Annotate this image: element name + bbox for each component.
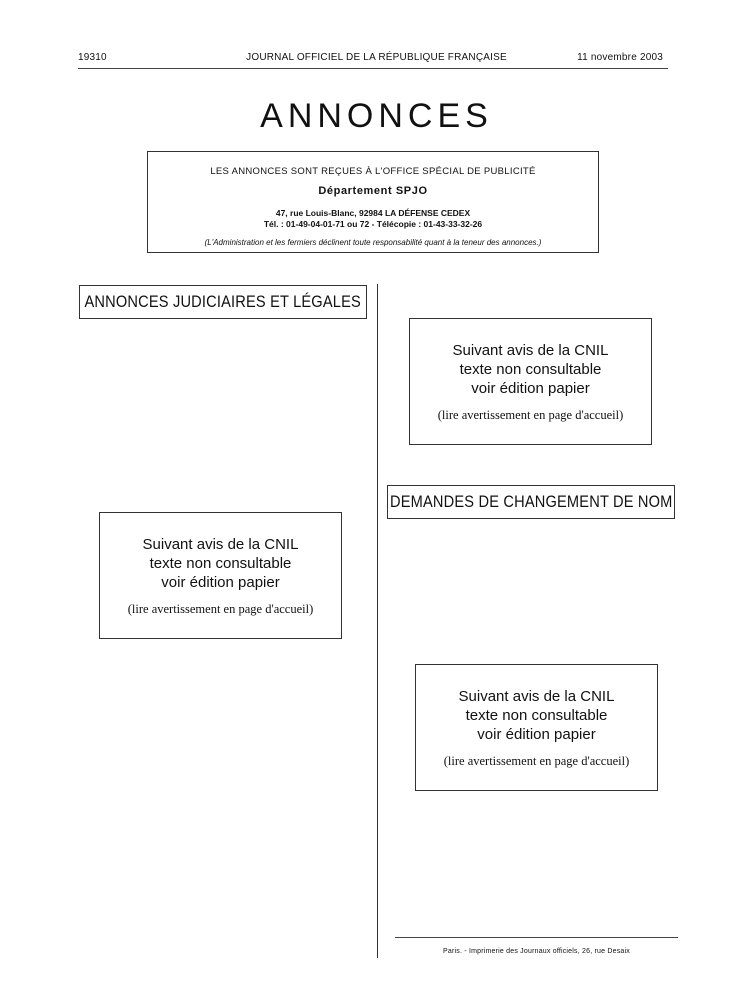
cnil-note: (lire avertissement en page d'accueil) <box>443 754 630 768</box>
cnil-line-1: Suivant avis de la CNIL <box>458 688 615 705</box>
printer-credit: Paris. - Imprimerie des Journaux officiels, 26, rue Desaix <box>443 948 630 955</box>
cnil-note: (lire avertissement en page d'accueil) <box>127 602 314 616</box>
footer-rule <box>395 937 678 938</box>
column-divider <box>377 284 378 958</box>
cnil-notice-box <box>415 664 658 791</box>
cnil-line-1: Suivant avis de la CNIL <box>452 342 609 359</box>
cnil-line-2: texte non consultable <box>459 361 602 378</box>
cnil-line-1: Suivant avis de la CNIL <box>142 536 299 553</box>
department-name: Département SPJO <box>318 185 428 197</box>
section-heading-label: DEMANDES DE CHANGEMENT DE NOM <box>389 492 673 511</box>
office-address: 47, rue Louis-Blanc, 92984 LA DÉFENSE CEDEX <box>275 208 471 218</box>
page-title: ANNONCES <box>260 97 493 135</box>
cnil-line-3: voir édition papier <box>477 726 596 743</box>
section-heading-judiciaires <box>79 285 367 319</box>
office-info-box <box>147 151 599 253</box>
issue-date: 11 novembre 2003 <box>577 52 663 63</box>
cnil-note: (lire avertissement en page d'accueil) <box>437 408 624 422</box>
section-heading-changement-nom <box>387 485 675 519</box>
page-number: 19310 <box>78 52 107 63</box>
section-heading-label: ANNONCES JUDICIAIRES ET LÉGALES <box>84 292 362 311</box>
office-intro: LES ANNONCES SONT REÇUES À L'OFFICE SPÉCIAL DE PUBLICITÉ <box>210 166 536 177</box>
cnil-line-3: voir édition papier <box>471 380 590 397</box>
cnil-notice-box <box>99 512 342 639</box>
office-phones: Tél. : 01-49-04-01-71 ou 72 - Télécopie : 01-43-33-32-26 <box>263 219 483 229</box>
office-disclaimer: (L'Administration et les fermiers déclinent toute responsabilité quant à la teneur des annonces.) <box>204 238 542 247</box>
cnil-notice-box <box>409 318 652 445</box>
cnil-line-2: texte non consultable <box>149 555 292 572</box>
cnil-line-2: texte non consultable <box>465 707 608 724</box>
header-rule <box>78 68 668 69</box>
cnil-line-3: voir édition papier <box>161 574 280 591</box>
journal-title: JOURNAL OFFICIEL DE LA RÉPUBLIQUE FRANÇAISE <box>246 52 507 63</box>
